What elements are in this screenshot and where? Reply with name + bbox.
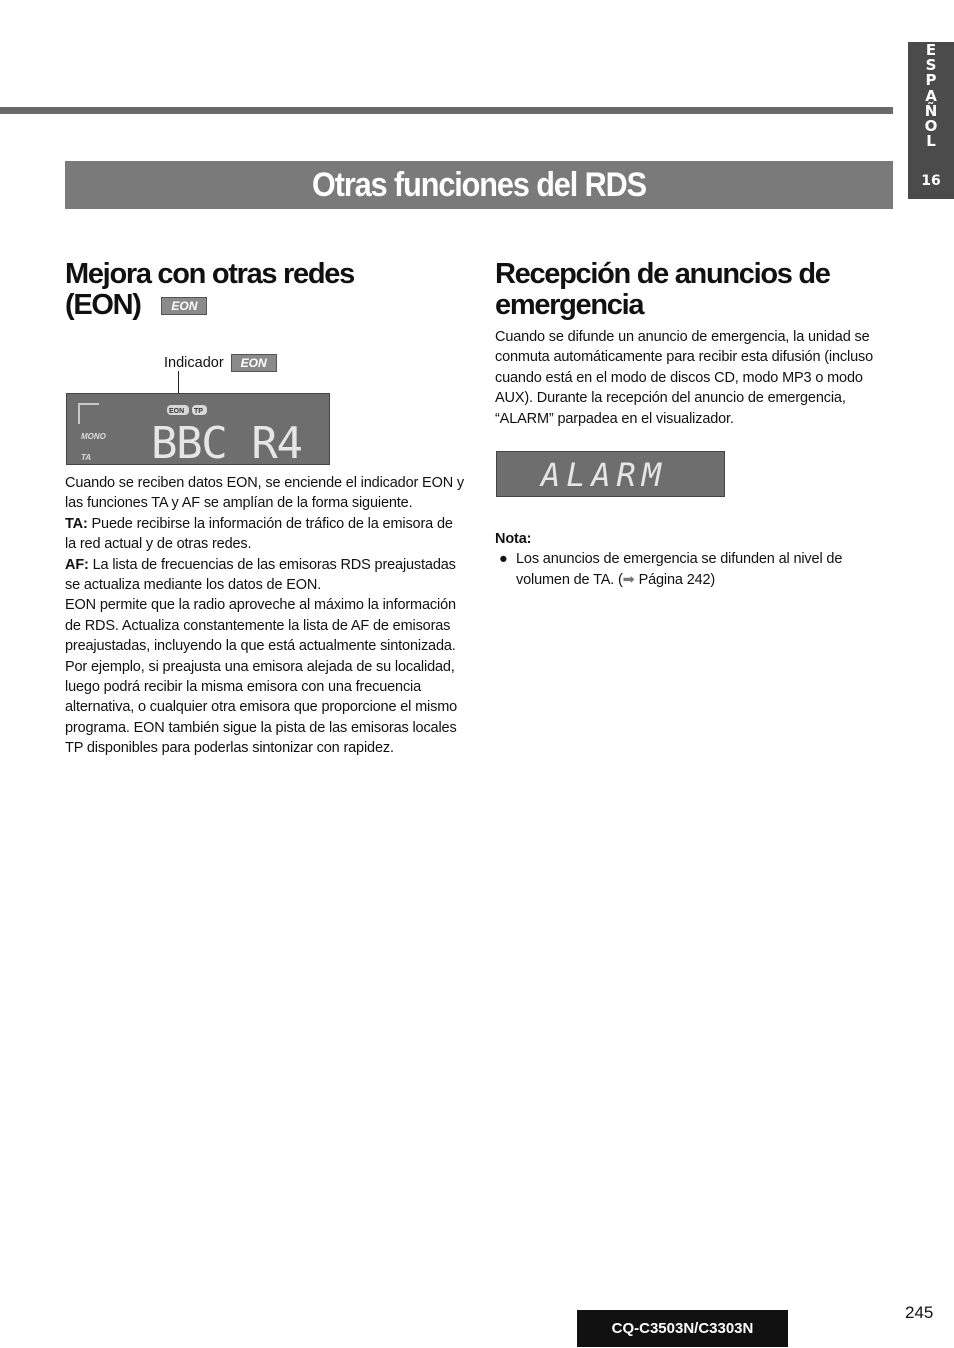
eon-badge: EON xyxy=(161,297,207,315)
mono-label: MONO xyxy=(81,432,106,441)
note-block xyxy=(495,529,893,590)
indicator-label: Indicador xyxy=(164,355,224,371)
title-bar xyxy=(65,161,893,209)
af-paragraph: AF: La lista de frecuencias de las emisoras RDS preajustadas se actualiza mediante los datos de EON. xyxy=(65,556,456,594)
eon-heading: Mejora con otras redes (EON) EON xyxy=(65,258,354,321)
page-title: Otras funciones del RDS xyxy=(312,166,646,204)
note-item xyxy=(495,549,893,590)
note-text: Los anuncios de emergencia se difunden al nivel de volumen de TA. ( xyxy=(516,551,843,588)
eon-display-figure xyxy=(66,393,330,465)
station-name-text: BBC R4 xyxy=(151,418,311,464)
language-letters: E S P A Ñ O L xyxy=(924,41,938,151)
top-rule xyxy=(0,107,893,114)
eon-tag: EON xyxy=(169,408,185,415)
eon-closing: EON permite que la radio aproveche al máximo la información de RDS. Actualiza constantemente la lista de AF de emisoras preajustadas, incluyendo la que está actualmente sintonizada. Por ejemplo, si preajusta una emisora alejada de su localidad, luego podrá recibir la misma emisora con una frecuencia alternativa, o cualquier otra emisora que proporcione el mismo programa. EON también sigue la pista de las emisoras locales TP disponibles para poderlas sintonizar con rapidez. xyxy=(65,597,458,757)
eon-display-svg xyxy=(67,394,329,464)
alarm-display-svg xyxy=(497,452,724,496)
section-number: 16 xyxy=(921,173,941,189)
emergency-body: Cuando se difunde un anuncio de emergencia, la unidad se conmuta automáticamente para recibir esta difusión (incluso cuando está en el modo de discos CD, modo MP3 o modo AUX). Durante la recepción del anuncio de emergencia, “ALARM” parpadea en el visualizador. xyxy=(495,329,874,427)
alarm-text: ALARM xyxy=(541,456,665,494)
note-label: Nota: xyxy=(495,531,532,547)
ta-label: TA xyxy=(81,453,92,462)
alarm-display-figure xyxy=(496,451,725,497)
eon-intro: Cuando se reciben datos EON, se enciende el indicador EON y las funciones TA y AF se amplían de la forma siguiente. xyxy=(65,475,464,512)
eon-body xyxy=(65,473,465,759)
arrow-right-icon: ➡ xyxy=(622,571,635,588)
emergency-heading: Recepción de anuncios de emergencia xyxy=(495,258,830,321)
note-page-ref: Página 242) xyxy=(638,571,716,588)
ta-paragraph: TA: Puede recibirse la información de tráfico de la emisora de la red actual y de otras redes. xyxy=(65,515,453,553)
display-corner-mark xyxy=(79,404,99,424)
indicator-caption xyxy=(164,350,277,376)
page-number: 245 xyxy=(905,1303,934,1322)
language-tab xyxy=(908,42,954,199)
tp-tag: TP xyxy=(194,408,203,415)
indicator-eon-badge: EON xyxy=(231,354,277,372)
model-label: CQ-C3503N/C3303N xyxy=(577,1310,788,1347)
bullet-icon: ● xyxy=(499,551,508,568)
